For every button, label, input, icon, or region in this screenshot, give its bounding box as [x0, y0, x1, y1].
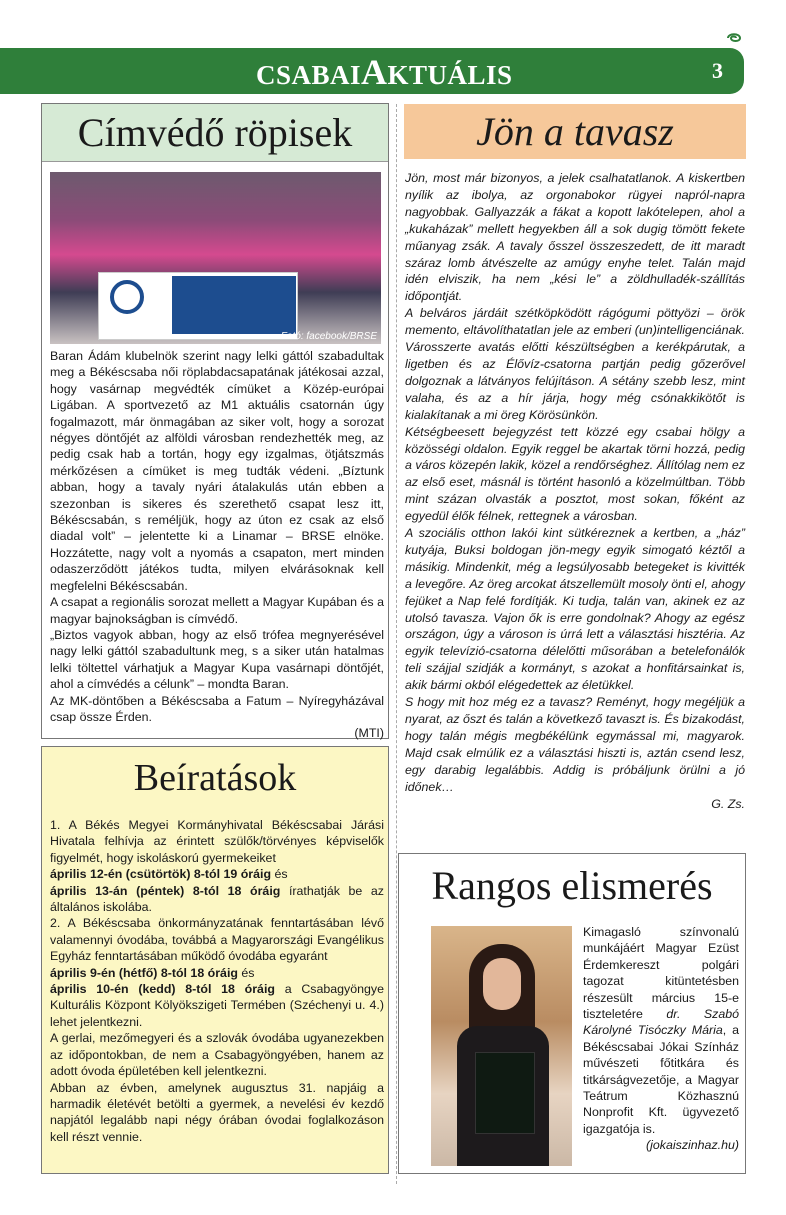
article-beiratasok	[41, 746, 389, 1174]
article-body	[583, 924, 739, 1154]
article-rangos	[398, 853, 746, 1174]
paragraph: A csapat a regionális sorozat mellett a Magyar Kupában és a magyar bajnokságban is címvédő.	[50, 595, 384, 626]
article-body	[50, 817, 384, 1145]
paragraph: A szociális otthon lakói kint sütkéreznek a kertben, a „ház” kutyája, Buksi boldogan jön-megy egyik simogató kéztől a másikig. Mindenkit, még a legsúlyosabb betegeket is kivitték a levegőre. Az öreg arcokat átszellemült mosoly önti el, ahogy fejüket a Nap felé fordítják. Ki tudja, talán van, akinek ez az utolsó tavasza. Vajon ők is erre gondolnak? Ahogy az egész országon, úgy a városon is úrrá lett a választási hisztéria. Az egyik televízió-csatorna délelőtti műsorában a betelefonálók teli szájjal szidják a kormányt, s azokat a honfitársainkat is, akik bármi okból elégedettek az életükkel.	[405, 526, 745, 693]
paragraph: Kimagasló színvonalú munkájáért Magyar Ezüst Érdemkereszt polgári tagozat kitüntetésben részesült március 15-e tiszteletére dr. Szabó Károlyné Tisóczky Mária, a Békéscsabai Jókai Színház művészeti főtitkára és titkárságvezetője, a Magyar Teátrum Közhasznú Nonprofit Kft. ügyvezető igazgatója is.	[583, 925, 739, 1136]
paragraph: A belváros járdáit szétköpködött rágógumi pöttyözi – örök memento, eltávolíthatatlan jele az emberi (un)intelligenciának. Városszerte avatás előtti készültségben a kerékpárutak, a ligetben és az Élővíz-csatorna partján pedig gőzerővel dolgoznak a látványos felújításon. A sétány szebb lesz, mint valaha, és az a hír járja, hogy még csónakkikötőt is kialakítanak a mi öreg Körösünkön.	[405, 306, 745, 422]
article-title: Jön a tavasz	[476, 109, 674, 154]
portrait-photo	[431, 926, 572, 1166]
article-title: Címvédő röpisek	[77, 110, 353, 155]
final4-banner	[172, 276, 296, 334]
page-number: 3	[712, 58, 723, 83]
paragraph: „Biztos vagyok abban, hogy az első trófea megnyerésével nagy lelki gáttól szabadultunk meg, s a siker után hatalmas lelki töltettel várhatjuk a Magyar Kupa vasárnapi döntőjét, ahol a címvédés a célunk” – mondta Baran.	[50, 627, 384, 692]
paragraph: Kétségbeesett bejegyzést tett közzé egy csabai hölgy a közösségi oldalon. Egyik reggel be akartak törni hozzá, pedig a város közepén lakik, közel a rendőrséghez. Állítólag nem ez az első eset, másnál is történt hasonló a közelmúltban. Több mint százan olvasták a posztot, most sokan, főként az egyedül élők félnek, rettegnek a városban.	[405, 424, 745, 524]
article-body	[50, 348, 384, 742]
column-divider	[396, 104, 397, 1184]
swirl-logo-icon	[726, 32, 742, 44]
article-title-band	[404, 104, 746, 159]
article-tavasz-body	[405, 170, 745, 812]
photo-caption: Fotó: facebook/BRSE	[280, 331, 377, 342]
article-title: Beíratások	[133, 757, 297, 799]
paragraph: S hogy mit hoz még ez a tavasz? Reményt, hogy megéljük a nyarat, az őszt és talán a következő tavaszt is. És bizakodást, hogy talán mégis megbékélünk egymással mi, magyarok. Majd csak elmúlik ez a választási hiszti is, aztán csend lesz, egy darabig legalábbis. Addig is próbáljunk örülni a jó időnek…	[405, 695, 745, 794]
paragraph: Abban az évben, amelynek augusztus 31. napjáig a harmadik életévét betölti a gyermek, a nevelési év kezdő napjától legalább napi négy órában óvodai foglalkozáson kell részt vennie.	[50, 1080, 384, 1144]
article-source: (jokaiszinhaz.hu)	[646, 1138, 739, 1153]
paragraph: Az MK-döntőben a Békéscsaba a Fatum – Nyíregyházával csap össze Érden.	[50, 693, 384, 724]
article-signature: G. Zs.	[711, 796, 745, 811]
paragraph: A gerlai, mezőmegyeri és a szlovák óvodába ugyanezekben az időpontokban, de nem a Csabagyöngyében, hanem az adott óvoda épületében kell jelentkezni.	[50, 1031, 384, 1079]
article-title: Rangos elismerés	[431, 863, 713, 908]
vw-logo-icon	[110, 280, 144, 314]
article-cimvedo	[41, 103, 389, 739]
list-item: 1. A Békés Megyei Kormányhivatal Békéscsabai Járási Hivatala felhívja az érintett szülők/törvényes képviselők figyelmét, hogy iskoláskorú gyermekeiket április 12-én (csütörtök) 8-tól 19 óráig és április 13-án (péntek) 8-tól 18 óráig írathatják be az általános iskolába.	[50, 818, 385, 915]
publication-title: CSABAIAKTUÁLIS	[256, 52, 513, 92]
team-photo	[50, 172, 381, 344]
paragraph: Baran Ádám klubelnök szerint nagy lelki gáttól szabadultak meg a Békéscsaba női röplabdacsapatának játékosai azzal, hogy vasárnap megvédték címüket a Közép-európai Ligában. A sportvezető az M1 aktuális csatornán úgy fogalmazott, már önmagában az siker volt, hogy a sorozat négyes döntőjét az alföldi városban rendezhették meg, az pedig csak hab a tortán, hogy egy izgalmas, ötjátszmás mérkőzésen a címüket is meg tudták védeni. „Bíztunk abban, hogy a tavaly nyári átalakulás után ebben a szezonban is sikeres és szerethető csapat lesz itt, Békéscsabán, s reméljük, hogy az úton ez csak az első diadal volt” – jelentette ki a Linamar – BRSE elnöke. Hozzátette, nagy volt a nyomás a csapaton, mert minden odaszerződött játékos tudta, milyen elvárásoknak kell megfelelni Békéscsabán.	[50, 349, 384, 593]
paragraph: Jön, most már bizonyos, a jelek csalhatatlanok. A kiskertben nyílik az ibolya, az orgonabokor rügyei napról-napra nagyobbak. Gallyazzák a fákat a kopott lakótelepen, ahol a „kukaházak” mellett hegyekben áll a sok dugig tömött fekete műanyag zsák. A tavaly ősszel összeszedett, de itt maradt száraz lomb átvészelte az amúgy enyhe telet. Talán majd idén elviszik, ha nem „kési le” a zöldhulladék-szállítás időpontját.	[405, 171, 745, 304]
article-source: (MTI)	[354, 726, 384, 741]
list-item: 2. A Békéscsaba önkormányzatának fenntartásában lévő valamennyi óvodába, továbbá a Magyarországi Evangélikus Egyház fenntartásában működő óvodába egyaránt április 9-én (hétfő) 8-tól 18 óráig és április 10-én (kedd) 8-tól 18 óráig a Csabagyöngye Kulturális Központ Kölyökszigeti Termében (Széchenyi u. 4.) lehet jelentkezni.	[50, 916, 384, 1029]
article-title-band	[42, 104, 388, 162]
